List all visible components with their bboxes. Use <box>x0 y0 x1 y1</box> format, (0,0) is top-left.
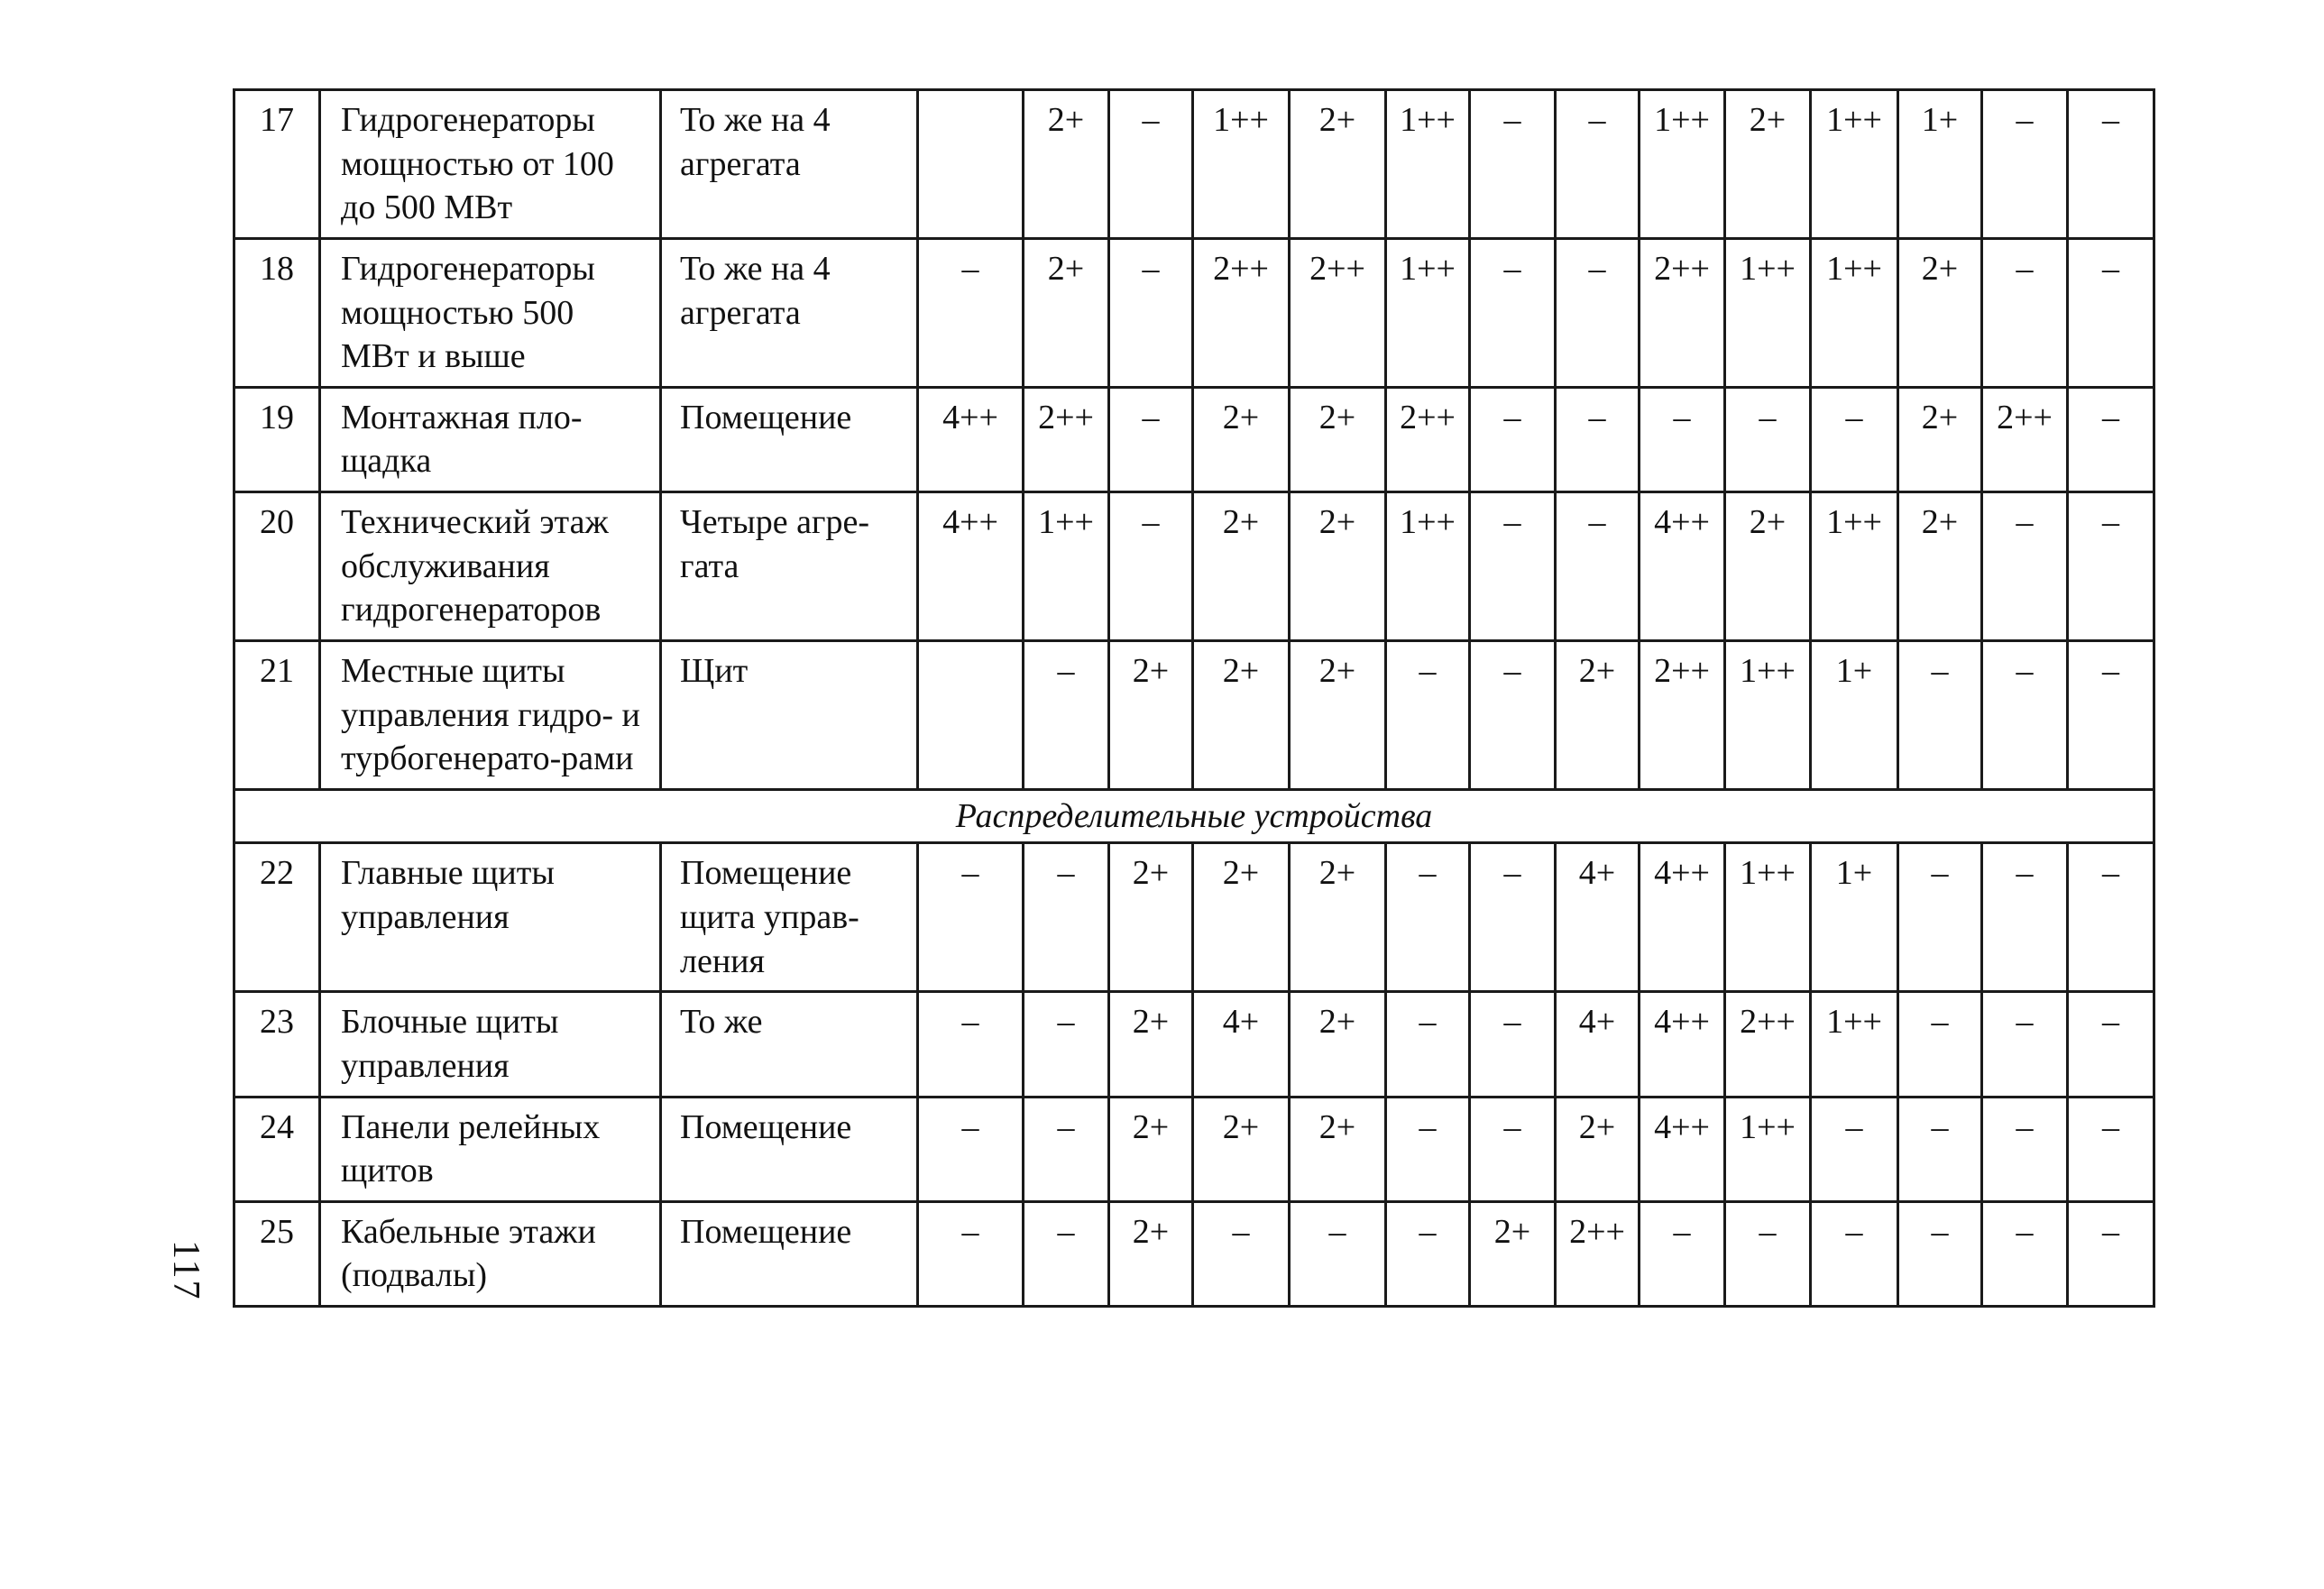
value-cell: – <box>1898 640 1982 789</box>
value-cell <box>918 640 1024 789</box>
value-cell: 2+ <box>1556 640 1640 789</box>
value-cell: 2++ <box>1556 1201 1640 1306</box>
table-body-group2 <box>234 843 2154 1307</box>
value-cell: 2+ <box>1109 1201 1193 1306</box>
value-cell: 1++ <box>1193 90 1290 239</box>
value-cell: 2+ <box>1193 843 1290 992</box>
value-cell: 1++ <box>1386 492 1470 641</box>
value-cell: 2+ <box>1290 492 1386 641</box>
value-cell: 2+ <box>1556 1097 1640 1201</box>
value-cell: 2++ <box>1193 238 1290 387</box>
value-cell <box>918 90 1024 239</box>
value-cell: 1++ <box>1725 1097 1811 1201</box>
unit-cell: Помещение <box>661 1201 918 1306</box>
unit-cell: То же на 4 агрегата <box>661 238 918 387</box>
row-number: 17 <box>234 90 320 239</box>
value-cell: – <box>2068 238 2154 387</box>
value-cell: 4+ <box>1556 843 1640 992</box>
section-heading: Распределительные устройства <box>234 789 2154 843</box>
value-cell: – <box>918 238 1024 387</box>
value-cell: – <box>1556 238 1640 387</box>
value-cell: 2+ <box>1725 90 1811 239</box>
value-cell: – <box>918 992 1024 1097</box>
value-cell: 2+ <box>1898 492 1982 641</box>
value-cell: 1++ <box>1811 992 1898 1097</box>
value-cell: 1+ <box>1811 843 1898 992</box>
table-row <box>234 992 2154 1097</box>
row-number: 25 <box>234 1201 320 1306</box>
value-cell: 4++ <box>918 492 1024 641</box>
object-name-cell: Технический этаж обслуживания гидрогенераторов <box>320 492 661 641</box>
value-cell: – <box>1386 640 1470 789</box>
value-cell: 2+ <box>1109 1097 1193 1201</box>
row-number: 19 <box>234 387 320 491</box>
value-cell: 2+ <box>1725 492 1811 641</box>
value-cell: – <box>1024 843 1109 992</box>
value-cell: 2+ <box>1290 640 1386 789</box>
value-cell: 4++ <box>918 387 1024 491</box>
value-cell: 2++ <box>1640 238 1725 387</box>
value-cell: – <box>1640 1201 1725 1306</box>
value-cell: – <box>1109 238 1193 387</box>
value-cell: – <box>1982 992 2068 1097</box>
value-cell: 2+ <box>1109 992 1193 1097</box>
value-cell: 2+ <box>1193 492 1290 641</box>
value-cell: – <box>1470 1097 1556 1201</box>
table-row <box>234 387 2154 491</box>
value-cell: – <box>1556 492 1640 641</box>
value-cell: 2+ <box>1898 238 1982 387</box>
value-cell: 1++ <box>1811 90 1898 239</box>
value-cell: 2+ <box>1109 843 1193 992</box>
table-row <box>234 1201 2154 1306</box>
table-row <box>234 1097 2154 1201</box>
value-cell: – <box>2068 387 2154 491</box>
value-cell: – <box>1024 640 1109 789</box>
value-cell: – <box>1982 1097 2068 1201</box>
value-cell: 2+ <box>1290 1097 1386 1201</box>
value-cell: 2++ <box>1386 387 1470 491</box>
value-cell: – <box>1470 640 1556 789</box>
value-cell: 1++ <box>1811 238 1898 387</box>
value-cell: 2+ <box>1024 238 1109 387</box>
value-cell: – <box>1470 992 1556 1097</box>
value-cell: – <box>2068 640 2154 789</box>
value-cell: – <box>2068 492 2154 641</box>
value-cell: – <box>1470 90 1556 239</box>
value-cell: – <box>1898 992 1982 1097</box>
value-cell: – <box>1725 387 1811 491</box>
value-cell: – <box>1982 843 2068 992</box>
value-cell: – <box>1556 90 1640 239</box>
value-cell: 1++ <box>1725 843 1811 992</box>
value-cell: 2+ <box>1470 1201 1556 1306</box>
value-cell: – <box>1725 1201 1811 1306</box>
value-cell: – <box>1109 387 1193 491</box>
section-header-row <box>234 789 2154 843</box>
value-cell: 1++ <box>1640 90 1725 239</box>
value-cell: 4++ <box>1640 1097 1725 1201</box>
value-cell: 4++ <box>1640 992 1725 1097</box>
value-cell: 2+ <box>1290 843 1386 992</box>
row-number: 21 <box>234 640 320 789</box>
table-row <box>234 843 2154 992</box>
value-cell: – <box>1386 843 1470 992</box>
value-cell: 2+ <box>1024 90 1109 239</box>
value-cell: – <box>1290 1201 1386 1306</box>
value-cell: 4++ <box>1640 492 1725 641</box>
unit-cell: Помещение <box>661 387 918 491</box>
value-cell: – <box>1898 843 1982 992</box>
value-cell: – <box>1024 1097 1109 1201</box>
object-name-cell: Главные щиты управления <box>320 843 661 992</box>
value-cell: 2+ <box>1290 387 1386 491</box>
table-row <box>234 238 2154 387</box>
object-name-cell: Гидрогенераторы мощностью 500 МВт и выше <box>320 238 661 387</box>
value-cell: 1++ <box>1024 492 1109 641</box>
unit-cell: Четыре агре-гата <box>661 492 918 641</box>
object-name-cell: Монтажная пло-щадка <box>320 387 661 491</box>
value-cell: – <box>1811 1097 1898 1201</box>
value-cell: 2+ <box>1898 387 1982 491</box>
row-number: 23 <box>234 992 320 1097</box>
value-cell: 2+ <box>1290 992 1386 1097</box>
value-cell: – <box>1470 492 1556 641</box>
value-cell: – <box>1982 238 2068 387</box>
value-cell: 2++ <box>1024 387 1109 491</box>
value-cell: 4++ <box>1640 843 1725 992</box>
value-cell: – <box>2068 1097 2154 1201</box>
value-cell: – <box>1024 1201 1109 1306</box>
value-cell: – <box>1811 387 1898 491</box>
value-cell: 2++ <box>1640 640 1725 789</box>
value-cell: 4+ <box>1193 992 1290 1097</box>
value-cell: 2+ <box>1193 640 1290 789</box>
value-cell: 1+ <box>1811 640 1898 789</box>
value-cell: 2++ <box>1290 238 1386 387</box>
value-cell: 2+ <box>1193 1097 1290 1201</box>
value-cell: 2+ <box>1193 387 1290 491</box>
value-cell: – <box>1470 387 1556 491</box>
unit-cell: Щит <box>661 640 918 789</box>
row-number: 20 <box>234 492 320 641</box>
value-cell: 2+ <box>1109 640 1193 789</box>
value-cell: – <box>1024 992 1109 1097</box>
unit-cell: Помещение щита управ-ления <box>661 843 918 992</box>
page-number: 117 <box>165 1240 207 1301</box>
value-cell: 2++ <box>1725 992 1811 1097</box>
value-cell: – <box>2068 90 2154 239</box>
value-cell: – <box>1982 90 2068 239</box>
table-row <box>234 90 2154 239</box>
unit-cell: То же на 4 агрегата <box>661 90 918 239</box>
table-row <box>234 492 2154 641</box>
value-cell: – <box>1982 492 2068 641</box>
table-body-group1 <box>234 90 2154 790</box>
value-cell: – <box>1470 238 1556 387</box>
value-cell: – <box>2068 843 2154 992</box>
value-cell: – <box>1386 1201 1470 1306</box>
value-cell: – <box>1386 992 1470 1097</box>
value-cell: 1++ <box>1725 238 1811 387</box>
value-cell: 2++ <box>1982 387 2068 491</box>
value-cell: – <box>1898 1201 1982 1306</box>
table-row <box>234 640 2154 789</box>
unit-cell: То же <box>661 992 918 1097</box>
value-cell: 1++ <box>1725 640 1811 789</box>
object-name-cell: Гидрогенераторы мощностью от 100 до 500 МВт <box>320 90 661 239</box>
value-cell: – <box>1109 90 1193 239</box>
object-name-cell: Блочные щиты управления <box>320 992 661 1097</box>
value-cell: 1++ <box>1386 238 1470 387</box>
value-cell: – <box>1109 492 1193 641</box>
row-number: 22 <box>234 843 320 992</box>
value-cell: 4+ <box>1556 992 1640 1097</box>
value-cell: – <box>918 1201 1024 1306</box>
value-cell: – <box>1556 387 1640 491</box>
value-cell: – <box>1386 1097 1470 1201</box>
unit-cell: Помещение <box>661 1097 918 1201</box>
value-cell: – <box>2068 1201 2154 1306</box>
value-cell: – <box>1982 640 2068 789</box>
norms-table <box>233 88 2155 1308</box>
value-cell: 2+ <box>1290 90 1386 239</box>
value-cell: 1++ <box>1811 492 1898 641</box>
value-cell: – <box>918 843 1024 992</box>
value-cell: – <box>1470 843 1556 992</box>
section-header-body <box>234 789 2154 843</box>
value-cell: – <box>1982 1201 2068 1306</box>
value-cell: 1+ <box>1898 90 1982 239</box>
row-number: 24 <box>234 1097 320 1201</box>
row-number: 18 <box>234 238 320 387</box>
value-cell: – <box>1811 1201 1898 1306</box>
object-name-cell: Кабельные этажи (подвалы) <box>320 1201 661 1306</box>
value-cell: – <box>1640 387 1725 491</box>
object-name-cell: Местные щиты управления гидро- и турбогенерато-рами <box>320 640 661 789</box>
value-cell: – <box>1193 1201 1290 1306</box>
value-cell: – <box>1898 1097 1982 1201</box>
value-cell: – <box>2068 992 2154 1097</box>
value-cell: – <box>918 1097 1024 1201</box>
object-name-cell: Панели релейных щитов <box>320 1097 661 1201</box>
value-cell: 1++ <box>1386 90 1470 239</box>
